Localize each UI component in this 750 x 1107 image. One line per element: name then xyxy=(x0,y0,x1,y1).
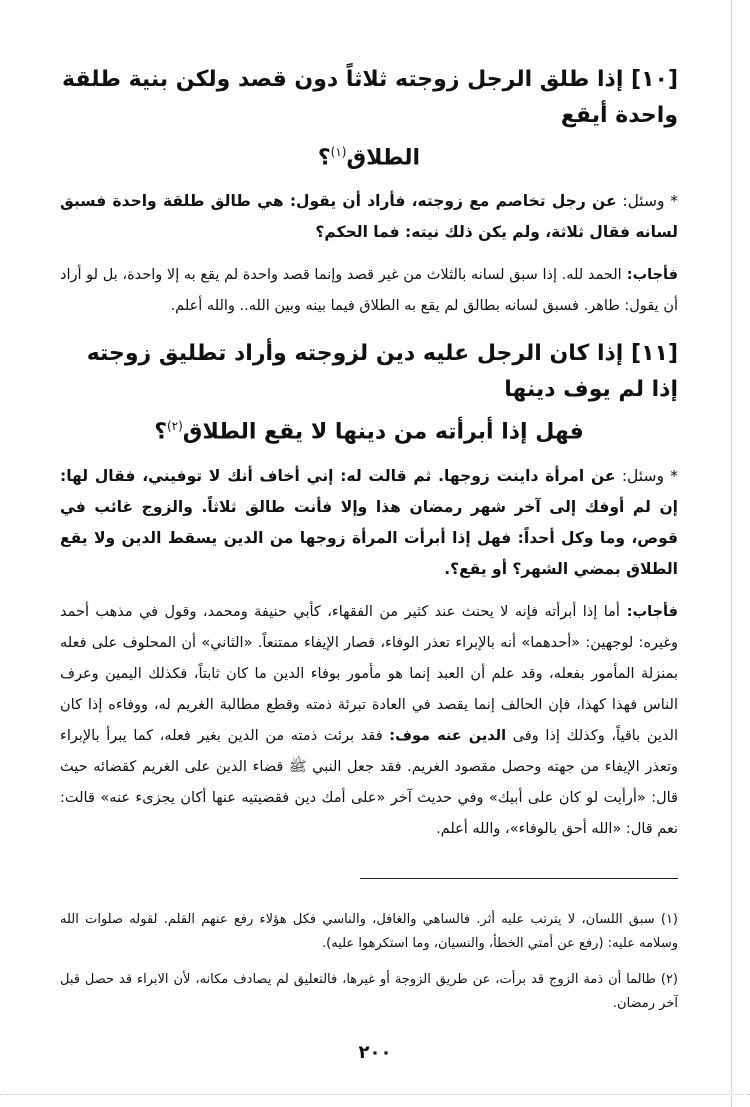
fatwa-11-heading-line1: [١١] إذا كان الرجل عليه دين لزوجته وأراد تطليق زوجته إذا لم يوف دينها xyxy=(86,341,678,403)
fatwa-11-heading xyxy=(60,336,678,450)
footnote-1: (١) سبق اللسان، لا يترتب عليه أثر. فالساهي والغافل، والناسي فكل هؤلاء رفع عنهم القلم. لقوله صلوات الله وسلامه عليه: (رفع عن أمتي الخطأ، والنسيان، وما استكرهوا عليه). xyxy=(60,912,678,951)
fatwa-11-answer: فأجاب: أما إذا أبرأته فإنه لا يحنث عند كثير من الفقهاء، كأبي حنيفة ومحمد، وقول في مذهب أحمد وغيره: لوجهين: «أحدهما» أنه بالإبراء تعذر الوفاء، فصار الإيفاء ممتنعاً. «الثاني» أن المحلوف على فعله بمنزلة المأمور بفعله، وقد علم أن العبد إنما هو مأمور بوفاء الدين ما كان ثابتاً، فكذلك اليمين وعرف الناس فهذا كهذا، فإن الحالف إنما يقصد في العادة تبرئة ذمته وقطع مطالبة الغريم له، ووفاءه إذا كان الدين باقياً، وكذلك إذا وفى الدين عنه موف: فقد برئت ذمته من الدين بغير فعله، كما يبرأ بالإبراء وتعذر الإيفاء من جهته وحصل مقصود الغريم. فقد جعل النبي ﷺ قضاء الدين على الغريم كقضائه حيث قال: «أرأيت لو كان على أبيك» وفي حديث آخر «على أمك دين فقضيتيه عنها أكان يجزىء عنه» قالت: نعم قال: «الله أحق بالوفاء»، والله أعلم. xyxy=(60,603,678,837)
fatwa-10-heading-line1: [١٠] إذا طلق الرجل زوجته ثلاثاً دون قصد ولكن بنية طلقة واحدة أيقع xyxy=(62,67,678,128)
footnote-ref-2: (٢) xyxy=(166,419,183,434)
scan-edge-right xyxy=(731,0,732,1107)
footnote-2: (٢) طالما أن ذمة الزوج قد برأت، عن طريق الزوجة أو غيرها، فالتعليق لم يصادف مكانه، لأن الابراء قد حصل قبل آخر رمضان. xyxy=(60,972,678,1011)
footnote-ref-1: (١) xyxy=(330,145,347,159)
fatwa-11-heading-line2: فهل إذا أبرأته من دينها لا يقع الطلاق$^{(٢)}$؟ xyxy=(154,419,584,445)
footnote-separator xyxy=(360,878,678,879)
fatwa-11-question: * وسئل: عن امرأة داينت زوجها. ثم قالت له: إني أخاف أنك لا توفيني، فقال لها: إن لم أوفك إلى آخر شهر رمضان هذا وإلا فأنت طالق ثلاثاً. والزوج غائب في قوص، وما وكل أحداً: فهل إذا أبرأت المرأة زوجها من الدين يسقط الدين ولا يقع الطلاق بمضي الشهر؟ أو يقع؟. xyxy=(60,466,679,578)
fatwa-10-question: * وسئل: عن رجل تخاصم مع زوجته، فأراد أن يقول: هي طالق طلقة واحدة فسبق لسانه فقال ثلاثة، ولم يكن ذلك نيته: فما الحكم؟ xyxy=(60,192,678,242)
page-body xyxy=(60,62,678,845)
fatwa-10-answer: فأجاب: الحمد لله. إذا سبق لسانه بالثلاث من غير قصد وإنما قصد واحدة لم يقع به إلا واحدة، بل لو أراد أن يقول: طاهر. فسبق لسانه بطالق لم يقع به الطلاق فيما بينه وبين الله.. والله أعلم. xyxy=(60,267,678,315)
fatwa-10-heading xyxy=(60,62,678,176)
scan-edge-bottom xyxy=(0,1094,750,1095)
page-number: ٢٠٠ xyxy=(358,1042,392,1063)
fatwa-10-heading-line2: الطلاق$^{(١)}$؟ xyxy=(317,145,421,171)
